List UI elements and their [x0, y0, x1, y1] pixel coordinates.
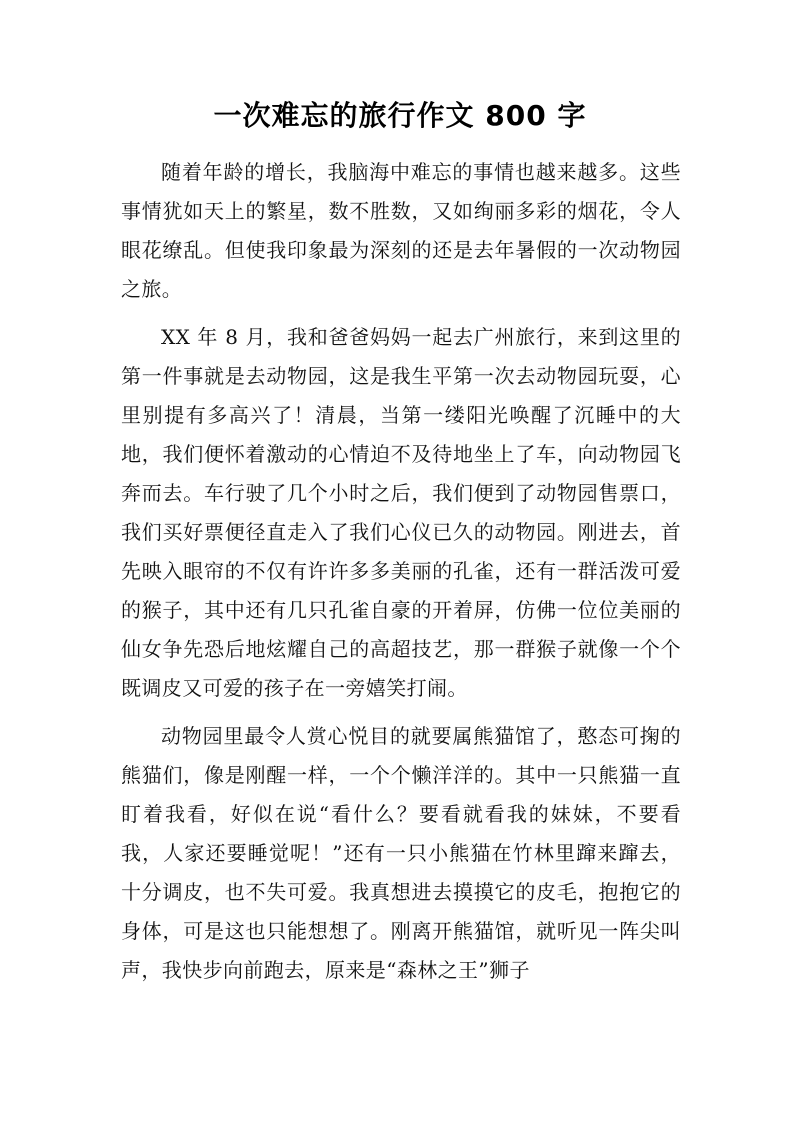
paragraph-3: 动物园里最令人赏心悦目的就要属熊猫馆了，憨态可掬的熊猫们，像是刚醒一样，一个个懒洋洋的。其中一只熊猫一直盯着我看，好似在说“看什么？要看就看我的妹妹，不要看我，人家还要睡觉呢！”还有一只小熊猫在竹林里蹿来蹿去，十分调皮，也不失可爱。我真想进去摸摸它的皮毛，抱抱它的身体，可是这也只能想想了。刚离开熊猫馆，就听见一阵尖叫声，我快步向前跑去，原来是“森林之王”狮子 — [121, 724, 681, 982]
paragraph-1: 随着年龄的增长，我脑海中难忘的事情也越来越多。这些事情犹如天上的繁星，数不胜数，又如绚丽多彩的烟花，令人眼花缭乱。但使我印象最为深刻的还是去年暑假的一次动物园之旅。 — [121, 160, 681, 301]
document-title: 一次难忘的旅行作文 800 字 — [213, 99, 587, 132]
document-body — [121, 153, 681, 999]
paragraph-2: XX 年 8 月，我和爸爸妈妈一起去广州旅行，来到这里的第一件事就是去动物园，这是我生平第一次去动物园玩耍，心里别提有多高兴了！清晨，当第一缕阳光唤醒了沉睡中的大地，我们便怀着激动的心情迫不及待地坐上了车，向动物园飞奔而去。车行驶了几个小时之后，我们便到了动物园售票口，我们买好票便径直走入了我们心仪已久的动物园。刚进去，首先映入眼帘的不仅有许许多多美丽的孔雀，还有一群活泼可爱的猴子，其中还有几只孔雀自豪的开着屏，仿佛一位位美丽的仙女争先恐后地炫耀自己的高超技艺，那一群猴子就像一个个既调皮又可爱的孩子在一旁嬉笑打闹。 — [121, 325, 681, 700]
